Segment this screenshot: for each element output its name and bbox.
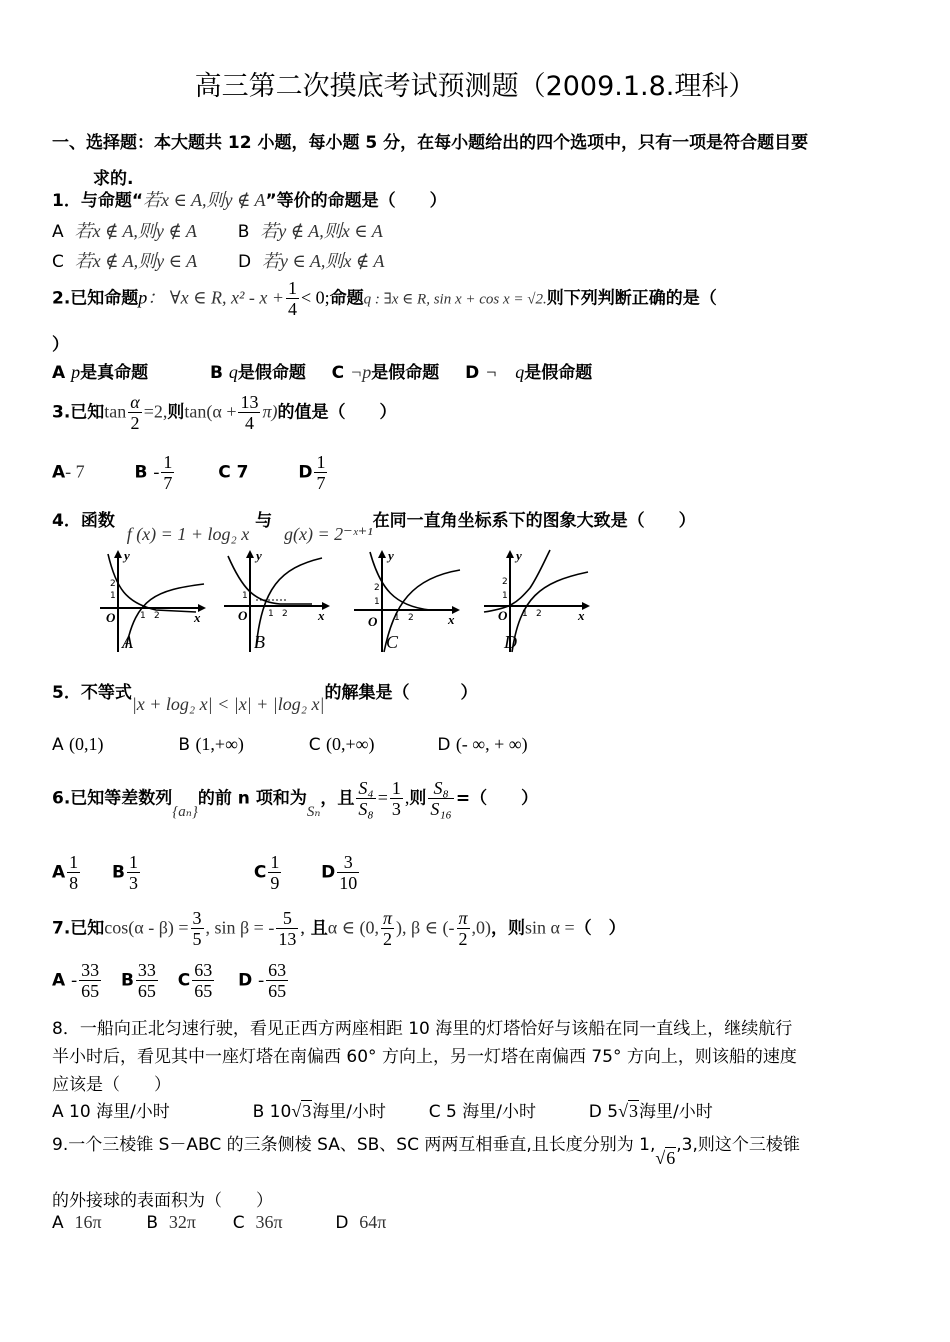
svg-text:O: O (368, 614, 378, 629)
page-title: 高三第二次摸底考试预测题（2009.1.8.理科） (194, 71, 756, 102)
graph-b (220, 548, 340, 658)
svg-text:y: y (256, 548, 262, 563)
q3-options: A- 7 B - $\frac{1}{7}$ C 7 D $\frac{1}{7}$ (52, 452, 326, 493)
q4-stem: 4．函数 f (x) = 1 + log₂ x 与 g(x) = 2⁻ˣ⁺¹在同一直角坐标系下的图象大致是（ ） (52, 511, 696, 544)
svg-text:1: 1 (110, 591, 116, 601)
q7-options: A - $\frac{33}{65}$ B $\frac{33}{65}$ C $\frac{63}{65}$ D - $\frac{63}{65}$ (52, 960, 287, 1001)
svg-text:O: O (238, 608, 248, 623)
svg-text:2: 2 (408, 613, 414, 623)
q8-line3: 应该是（ ） (52, 1075, 171, 1095)
svg-text:y: y (388, 548, 394, 563)
graph-label-d: D (504, 632, 517, 652)
svg-text:2: 2 (536, 609, 542, 619)
q9-options: A 16π B 32π C 36π D 64π (52, 1212, 387, 1233)
svg-text:2: 2 (502, 577, 508, 587)
svg-text:2: 2 (154, 611, 160, 621)
svg-text:2: 2 (374, 583, 380, 593)
q9-line2: 的外接球的表面积为（ ） (52, 1191, 273, 1211)
q2-close: ） (52, 335, 69, 355)
svg-text:O: O (106, 610, 116, 625)
q1-options-row2: C 若x ∉ A,则y ∈ A D 若y ∈ A,则x ∉ A (52, 251, 385, 272)
q6-stem: 6.已知等差数列{aₙ}的前 n 项和为Sₙ，且 $\frac{\text{S₄}}{\text{S₈}}$ = $\frac{1}{3}$ ,则 $\frac{\text{S₈}}{\text{S₁₆}}$ =（ ） (52, 778, 539, 820)
q3-stem: 3.已知tan $\frac{\alpha}{2}$ =2,则tan(α + $\frac{13}{4}$ π)的值是（ ） (52, 392, 397, 433)
svg-text:1: 1 (268, 609, 274, 619)
section-heading: 一、选择题：本大题共 12 小题，每小题 5 分，在每小题给出的四个选项中，只有一项是符合题目要 (52, 133, 809, 153)
q1-stem: 1．与命题“若x ∈ A,则y ∉ A”等价的命题是（ ） (52, 190, 447, 211)
q6-options: A $\frac{1}{8}$ B $\frac{1}{3}$ C $\frac{1}{9}$ D $\frac{3}{10}$ (52, 852, 358, 893)
section-heading-cont: 求的. (93, 169, 134, 189)
svg-text:x: x (194, 610, 201, 625)
svg-text:1: 1 (522, 609, 528, 619)
q7-stem: 7.已知cos(α - β) = $\frac{3}{5}$ , sin β = - $\frac{5}{13}$ , 且α ∈ (0, $\frac{\pi}{2}$ ), β ∈ (- $\frac{\pi}{2}$ ,0)，则sin α =（ ） (52, 908, 626, 949)
svg-text:y: y (124, 548, 130, 563)
q5-stem: 5．不等式|x + log₂ x| < |x| + |log₂ x|的解集是（ ） (52, 683, 478, 714)
svg-text:1: 1 (140, 611, 146, 621)
svg-text:x: x (448, 612, 455, 627)
q9-line1: 9.一个三棱锥 S－ABC 的三条侧棱 SA、SB、SC 两两互相垂直,且长度分别为 1,√6,3,则这个三棱锥 (52, 1135, 800, 1168)
svg-text:1: 1 (242, 591, 248, 601)
graph-label-b: B (254, 632, 265, 652)
graph-d (480, 548, 600, 658)
graph-label-a: A (122, 632, 133, 652)
graph-a (96, 548, 216, 658)
svg-text:O: O (498, 608, 508, 623)
q4-graphs (96, 548, 716, 658)
svg-text:y: y (516, 548, 522, 563)
svg-text:1: 1 (394, 613, 400, 623)
q2-options: A p是真命题 B q是假命题 C ¬p是假命题 D ¬ q是假命题 (52, 362, 593, 383)
svg-text:2: 2 (282, 609, 288, 619)
svg-text:x: x (318, 608, 325, 623)
q8-options: A 10 海里/小时 B 10√3海里/小时 C 5 海里/小时 D 5√3海里/小时 (52, 1101, 713, 1122)
q8-line2: 半小时后，看见其中一座灯塔在南偏西 60° 方向上，另一灯塔在南偏西 75° 方向上，则该船的速度 (52, 1047, 797, 1067)
graph-label-c: C (386, 632, 399, 652)
svg-text:x: x (578, 608, 585, 623)
svg-text:2: 2 (110, 579, 116, 589)
svg-text:1: 1 (502, 591, 508, 601)
q2-stem: 2.已知命题p： ∀x ∈ R, x² - x + $\frac{1}{4}$ < 0;命题q : ∃x ∈ R, sin x + cos x = √2.则下列判断正确的是（ (52, 278, 717, 319)
graph-c (350, 548, 470, 658)
q1-options-row1: A 若x ∉ A,则y ∉ A B 若y ∉ A,则x ∈ A (52, 221, 383, 242)
svg-text:1: 1 (374, 597, 380, 607)
q8-line1: 8．一船向正北匀速行驶，看见正西方两座相距 10 海里的灯塔恰好与该船在同一直线上，继续航行 (52, 1019, 793, 1039)
q5-options: A (0,1) B (1,+∞) C (0,+∞) D (- ∞, + ∞) (52, 734, 528, 755)
